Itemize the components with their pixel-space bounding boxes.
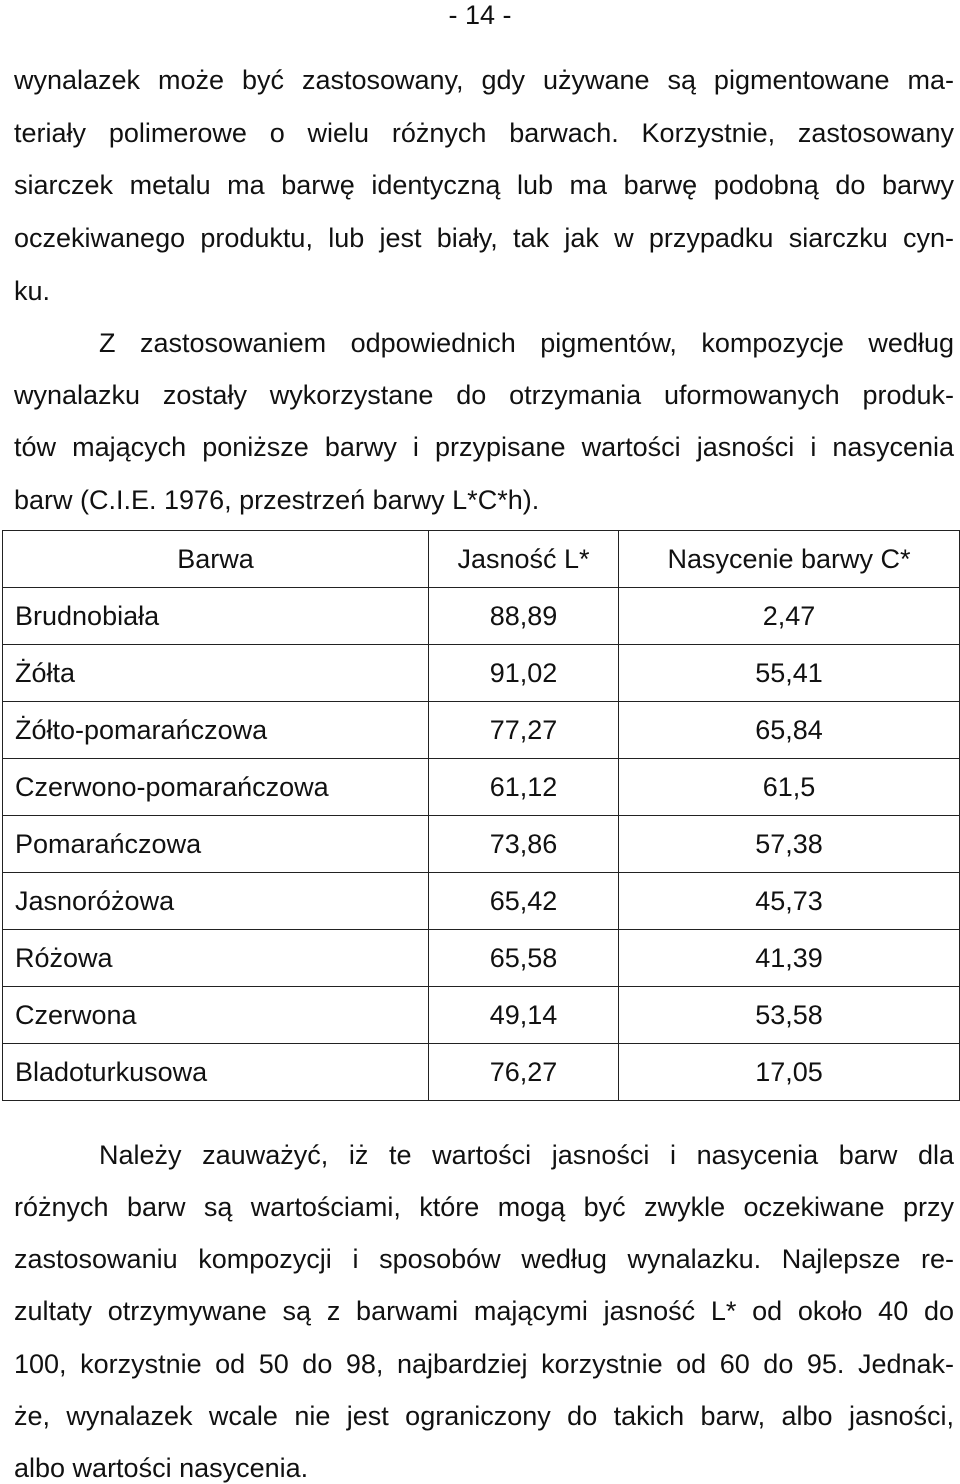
cell-chroma: 55,41: [619, 645, 960, 702]
cell-color: Czerwona: [3, 987, 429, 1044]
cell-chroma: 41,39: [619, 930, 960, 987]
cell-color: Bladoturkusowa: [3, 1044, 429, 1101]
table-row: [3, 702, 960, 759]
cell-chroma: 2,47: [619, 588, 960, 645]
text-line: Należy zauważyć, iż te wartości jasności i nasycenia barw dla: [99, 1140, 954, 1170]
text-line: 100, korzystnie od 50 do 98, najbardziej korzystnie od 60 do 95. Jednak-: [14, 1349, 954, 1379]
cell-lightness: 65,58: [429, 930, 619, 987]
cell-lightness: 91,02: [429, 645, 619, 702]
cell-color: Jasnoróżowa: [3, 873, 429, 930]
cell-lightness: 49,14: [429, 987, 619, 1044]
table-row: [3, 1044, 960, 1101]
cell-chroma: 57,38: [619, 816, 960, 873]
cell-lightness: 61,12: [429, 759, 619, 816]
cell-lightness: 76,27: [429, 1044, 619, 1101]
text-line: ku.: [14, 276, 51, 306]
table-row: [3, 873, 960, 930]
text-line: wynalazek może być zastosowany, gdy używane są pigmentowane ma-: [14, 65, 954, 95]
cell-chroma: 61,5: [619, 759, 960, 816]
text-line: oczekiwanego produktu, lub jest biały, tak jak w przypadku siarczku cyn-: [14, 223, 954, 253]
cell-lightness: 65,42: [429, 873, 619, 930]
cell-color: Pomarańczowa: [3, 816, 429, 873]
table-row: [3, 816, 960, 873]
text-line: że, wynalazek wcale nie jest ograniczony do takich barw, albo jasności,: [14, 1401, 954, 1431]
table-row: [3, 588, 960, 645]
cell-chroma: 45,73: [619, 873, 960, 930]
text-line: zastosowaniu kompozycji i sposobów według wynalazku. Najlepsze re-: [14, 1244, 954, 1274]
header-color: Barwa: [3, 531, 429, 588]
table-row: [3, 987, 960, 1044]
cell-color: Brudnobiała: [3, 588, 429, 645]
cell-color: Żółto-pomarańczowa: [3, 702, 429, 759]
text-line: teriały polimerowe o wielu różnych barwach. Korzystnie, zastosowany: [14, 118, 954, 148]
text-line: siarczek metalu ma barwę identyczną lub ma barwę podobną do barwy: [14, 170, 954, 200]
table-header-row: [3, 531, 960, 588]
header-chroma: Nasycenie barwy C*: [619, 531, 960, 588]
cell-color: Różowa: [3, 930, 429, 987]
table-row: [3, 645, 960, 702]
cell-chroma: 17,05: [619, 1044, 960, 1101]
text-line: tów mających poniższe barwy i przypisane wartości jasności i nasycenia: [14, 432, 954, 462]
cell-lightness: 77,27: [429, 702, 619, 759]
cell-lightness: 88,89: [429, 588, 619, 645]
cell-chroma: 65,84: [619, 702, 960, 759]
cell-color: Żółta: [3, 645, 429, 702]
text-line: zultaty otrzymywane są z barwami mającymi jasność L* od około 40 do: [14, 1296, 954, 1326]
text-line: różnych barw są wartościami, które mogą być zwykle oczekiwane przy: [14, 1192, 954, 1222]
header-lightness: Jasność L*: [429, 531, 619, 588]
table-row: [3, 759, 960, 816]
page-number: - 14 -: [448, 0, 512, 30]
text-line: wynalazku zostały wykorzystane do otrzymania uformowanych produk-: [14, 380, 954, 410]
color-values-table: [2, 530, 960, 1101]
cell-lightness: 73,86: [429, 816, 619, 873]
cell-color: Czerwono-pomarańczowa: [3, 759, 429, 816]
text-line: Z zastosowaniem odpowiednich pigmentów, kompozycje według: [99, 328, 954, 358]
text-line: albo wartości nasycenia.: [14, 1453, 309, 1483]
table-row: [3, 930, 960, 987]
text-line: barw (C.I.E. 1976, przestrzeń barwy L*C*h).: [14, 485, 540, 515]
cell-chroma: 53,58: [619, 987, 960, 1044]
